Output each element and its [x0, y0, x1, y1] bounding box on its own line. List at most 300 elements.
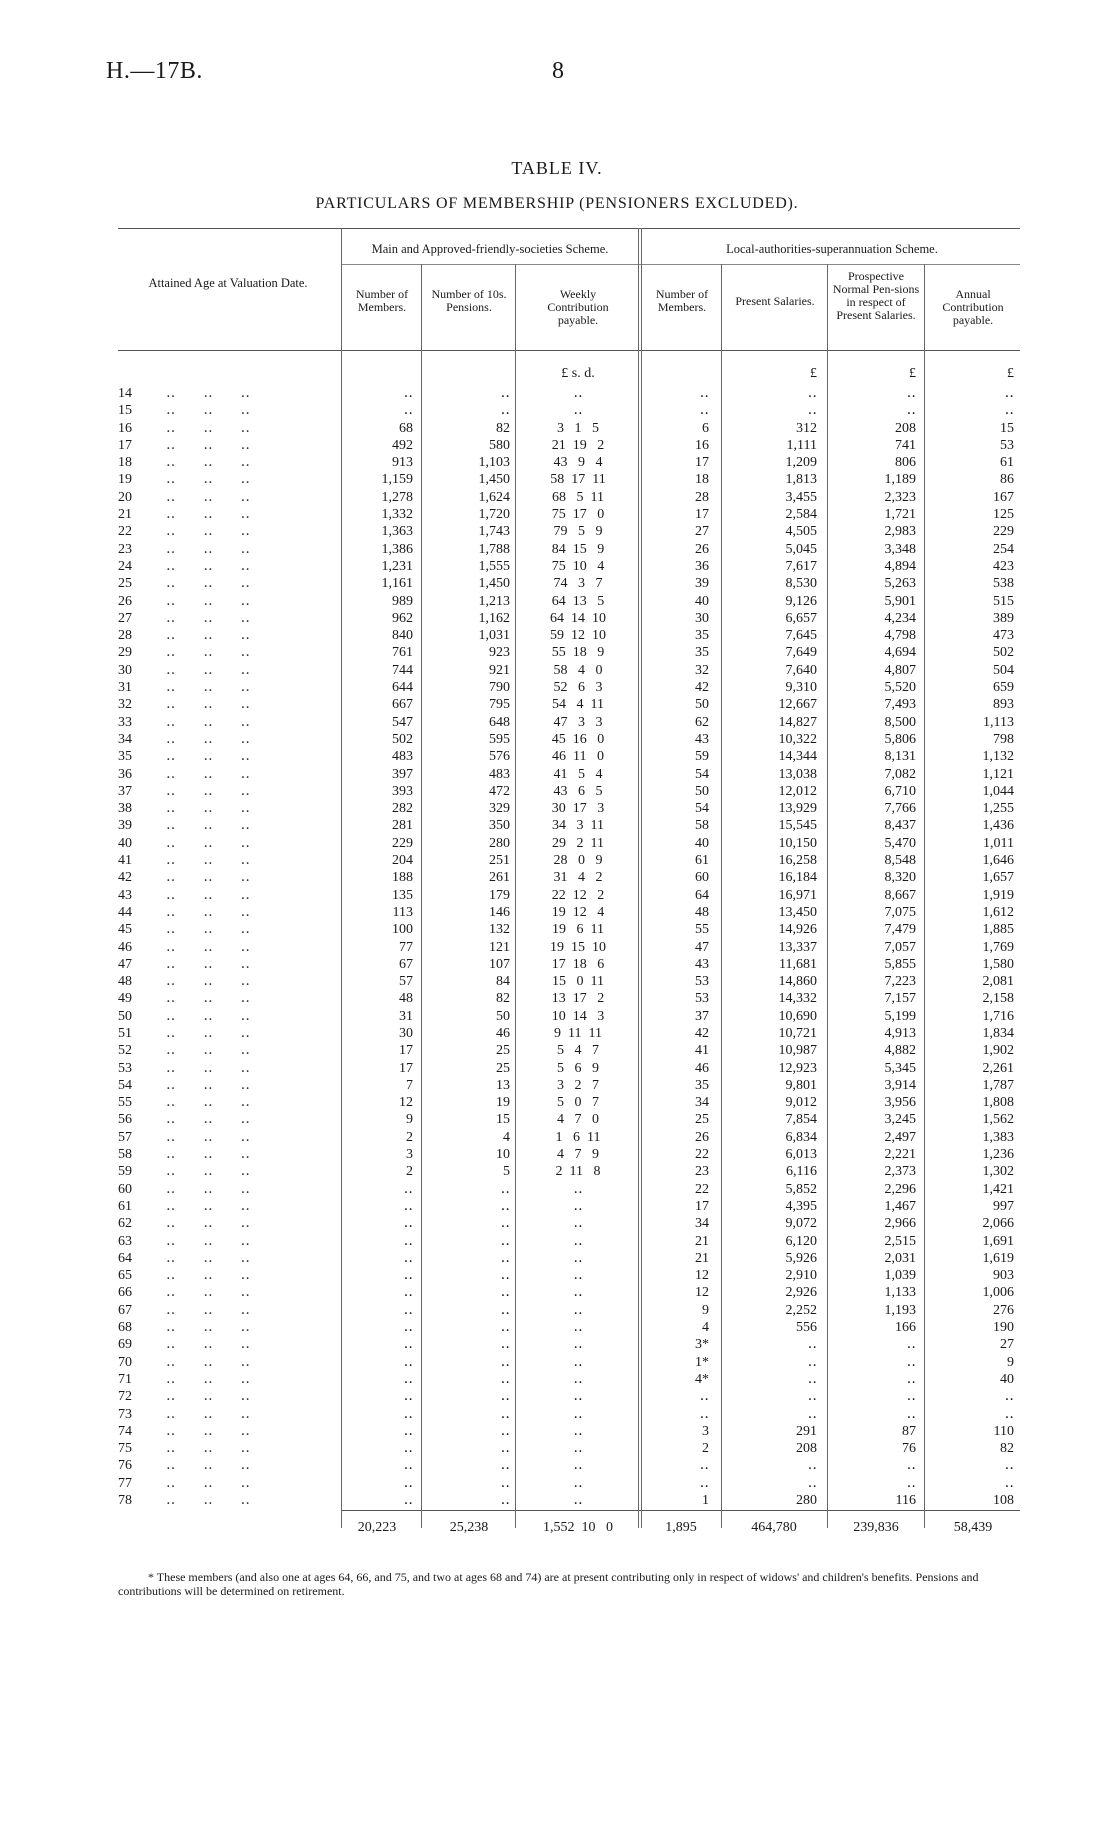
table-row [118, 489, 1020, 506]
prospective-pensions-cell: 5,520 [884, 680, 916, 696]
pensions-cell: ‥ [500, 386, 510, 401]
table-row [118, 1284, 1020, 1301]
prospective-pensions-cell: 5,263 [884, 576, 916, 592]
weekly-contribution-cell: 68 5 11 [552, 489, 604, 505]
table-row [118, 939, 1020, 956]
present-salaries-cell: 312 [796, 420, 817, 436]
pensions-cell: 179 [489, 887, 510, 903]
leader-dots: ‥ ‥ ‥ [166, 593, 252, 609]
table-row [118, 921, 1020, 938]
age-cell: 68 [118, 1320, 132, 1336]
pensions-cell: 132 [489, 922, 510, 938]
members-cell: 644 [392, 680, 413, 696]
local-members-cell: 26 [695, 1129, 709, 1145]
members-cell: ‥ [403, 1423, 413, 1439]
members-cell: 962 [392, 610, 413, 626]
prospective-pensions-cell: 208 [895, 420, 916, 436]
table-row [118, 1163, 1020, 1180]
weekly-contribution-cell: 55 18 9 [551, 645, 605, 661]
document-reference: H.—17B. [106, 58, 203, 84]
local-members-cell: 40 [695, 593, 709, 609]
local-members-cell: 42 [695, 1025, 709, 1041]
weekly-contribution-cell: 28 0 9 [553, 853, 603, 869]
leader-dots: ‥ ‥ ‥ [166, 801, 252, 817]
weekly-contribution-cell: ‥ [573, 1302, 583, 1318]
age-cell: 20 [118, 489, 132, 505]
annual-contribution-cell: 1,044 [982, 783, 1014, 799]
members-cell: 229 [392, 835, 413, 851]
pensions-cell: 648 [489, 714, 510, 730]
prospective-pensions-cell: ‥ [906, 1475, 916, 1491]
leader-dots: ‥ ‥ ‥ [166, 628, 252, 644]
prospective-pensions-cell: 2,373 [884, 1164, 916, 1180]
pensions-cell: 46 [496, 1025, 510, 1041]
table-subtitle: PARTICULARS OF MEMBERSHIP (PENSIONERS EXCLUDED). [315, 195, 799, 212]
pensions-cell: 82 [496, 991, 510, 1007]
members-cell: ‥ [403, 1371, 413, 1387]
weekly-contribution-cell: ‥ [573, 1423, 583, 1439]
prospective-pensions-cell: 8,131 [884, 749, 916, 765]
pensions-cell: 1,788 [478, 541, 510, 557]
leader-dots: ‥ ‥ ‥ [166, 489, 252, 505]
table-row [118, 1302, 1020, 1319]
leader-dots: ‥ ‥ ‥ [166, 887, 252, 903]
present-salaries-cell: 13,450 [778, 904, 817, 920]
total-members: 20,223 [357, 1520, 397, 1535]
prospective-pensions-cell: ‥ [906, 386, 916, 401]
local-members-cell: 58 [695, 818, 709, 834]
annual-contribution-cell: 1,436 [982, 818, 1014, 834]
present-salaries-cell: 6,834 [785, 1129, 817, 1145]
table-row [118, 1215, 1020, 1232]
prospective-pensions-cell: 1,189 [884, 472, 916, 488]
table-row [118, 1181, 1020, 1198]
local-members-cell: 23 [695, 1164, 709, 1180]
pensions-cell: 1,103 [478, 455, 510, 471]
present-salaries-cell: 16,971 [778, 887, 817, 903]
present-salaries-cell: 14,332 [778, 991, 817, 1007]
table-row [118, 1423, 1020, 1440]
weekly-contribution-cell: 58 17 11 [550, 472, 606, 488]
present-salaries-cell: 10,690 [778, 1008, 817, 1024]
pensions-cell: 580 [489, 437, 510, 453]
local-members-cell: 64 [695, 887, 709, 903]
annual-contribution-cell: 1,808 [982, 1095, 1014, 1111]
weekly-contribution-cell: ‥ [573, 1268, 583, 1284]
weekly-contribution-cell: 5 0 7 [557, 1095, 599, 1111]
pensions-cell: 25 [496, 1043, 510, 1059]
table-row [118, 471, 1020, 488]
leader-dots: ‥ ‥ ‥ [166, 956, 252, 972]
pensions-cell: 1,743 [478, 524, 510, 540]
local-members-cell: 18 [695, 472, 709, 488]
members-cell: 7 [406, 1077, 413, 1093]
prospective-pensions-cell: 76 [902, 1441, 916, 1457]
members-cell: 2 [406, 1164, 413, 1180]
table-row [118, 904, 1020, 921]
table-row [118, 1111, 1020, 1128]
local-members-cell: 17 [695, 1198, 709, 1214]
weekly-contribution-cell: ‥ [573, 1441, 583, 1457]
present-salaries-cell: 1,111 [786, 437, 817, 453]
annual-contribution-cell: 1,919 [982, 887, 1014, 903]
annual-contribution-cell: 659 [993, 680, 1014, 696]
weekly-contribution-cell: 34 3 11 [552, 818, 604, 834]
leader-dots: ‥ ‥ ‥ [166, 731, 252, 747]
table-row [118, 593, 1020, 610]
local-members-cell: ‥ [699, 1406, 709, 1422]
annual-contribution-cell: 473 [993, 628, 1014, 644]
age-cell: 47 [118, 956, 132, 972]
leader-dots: ‥ ‥ ‥ [166, 386, 252, 401]
leader-dots: ‥ ‥ ‥ [166, 1268, 252, 1284]
weekly-contribution-cell: 19 15 10 [550, 939, 606, 955]
pensions-cell: 84 [496, 974, 510, 990]
table-row [118, 1354, 1020, 1371]
leader-dots: ‥ ‥ ‥ [166, 1060, 252, 1076]
table-row [118, 990, 1020, 1007]
weekly-contribution-cell: 5 6 9 [557, 1060, 599, 1076]
present-salaries-cell: 16,258 [778, 853, 817, 869]
annual-contribution-cell: 502 [993, 645, 1014, 661]
age-cell: 74 [118, 1423, 132, 1439]
pensions-cell: 1,031 [478, 628, 510, 644]
age-cell: 15 [118, 403, 132, 419]
local-members-cell: 28 [695, 489, 709, 505]
present-salaries-cell: 2,926 [785, 1285, 817, 1301]
leader-dots: ‥ ‥ ‥ [166, 1043, 252, 1059]
weekly-contribution-cell: 43 9 4 [553, 455, 603, 471]
local-members-cell: 53 [695, 974, 709, 990]
table-row [118, 1475, 1020, 1492]
members-cell: 135 [392, 887, 413, 903]
weekly-contribution-cell: 9 11 11 [554, 1025, 602, 1041]
present-salaries-cell: 9,310 [785, 680, 817, 696]
annual-contribution-cell: 798 [993, 731, 1014, 747]
leader-dots: ‥ ‥ ‥ [166, 783, 252, 799]
pensions-cell: ‥ [500, 1354, 510, 1370]
prospective-pensions-cell: 1,133 [884, 1285, 916, 1301]
pensions-cell: 595 [489, 731, 510, 747]
annual-contribution-cell: 1,132 [982, 749, 1014, 765]
annual-contribution-cell: 190 [993, 1320, 1014, 1336]
weekly-contribution-cell: ‥ [573, 1389, 583, 1405]
weekly-contribution-cell: 19 6 11 [552, 922, 604, 938]
leader-dots: ‥ ‥ ‥ [166, 1475, 252, 1491]
weekly-contribution-cell: 31 4 2 [553, 870, 603, 886]
prospective-pensions-cell: 7,057 [884, 939, 916, 955]
annual-contribution-cell: 276 [993, 1302, 1014, 1318]
weekly-contribution-cell: 10 14 3 [551, 1008, 605, 1024]
present-salaries-cell: 1,209 [785, 455, 817, 471]
table-row [118, 541, 1020, 558]
pensions-cell: ‥ [500, 1181, 510, 1197]
annual-contribution-cell: 2,081 [982, 974, 1014, 990]
pensions-cell: ‥ [500, 403, 510, 419]
present-salaries-cell: 291 [796, 1423, 817, 1439]
present-salaries-cell: 13,929 [778, 801, 817, 817]
members-cell: 1,363 [381, 524, 413, 540]
prospective-pensions-cell: 2,983 [884, 524, 916, 540]
table-row [118, 1388, 1020, 1405]
present-salaries-cell: 280 [796, 1493, 817, 1508]
local-members-cell: 47 [695, 939, 709, 955]
members-cell: 761 [392, 645, 413, 661]
pensions-cell: 329 [489, 801, 510, 817]
prospective-pensions-cell: 1,039 [884, 1268, 916, 1284]
annual-contribution-cell: 504 [993, 662, 1014, 678]
prospective-pensions-cell: 8,548 [884, 853, 916, 869]
table-row [118, 1094, 1020, 1111]
leader-dots: ‥ ‥ ‥ [166, 541, 252, 557]
leader-dots: ‥ ‥ ‥ [166, 1458, 252, 1474]
annual-contribution-cell: 1,787 [982, 1077, 1014, 1093]
table-row [118, 869, 1020, 886]
table-row [118, 1129, 1020, 1146]
leader-dots: ‥ ‥ ‥ [166, 645, 252, 661]
prospective-pensions-cell: 5,470 [884, 835, 916, 851]
pensions-cell: 923 [489, 645, 510, 661]
weekly-contribution-cell: 75 10 4 [551, 558, 605, 574]
weekly-contribution-cell: 1 6 11 [555, 1129, 601, 1145]
present-salaries-cell: 2,252 [785, 1302, 817, 1318]
prospective-pensions-cell: 806 [895, 455, 916, 471]
members-cell: ‥ [403, 1389, 413, 1405]
pensions-cell: 576 [489, 749, 510, 765]
table-row [118, 558, 1020, 575]
present-salaries-cell: 2,910 [785, 1268, 817, 1284]
prospective-pensions-cell: 2,031 [884, 1250, 916, 1266]
present-salaries-cell: 16,184 [778, 870, 817, 886]
prospective-pensions-cell: 5,345 [884, 1060, 916, 1076]
present-salaries-cell: 556 [796, 1320, 817, 1336]
prospective-pensions-cell: 741 [895, 437, 916, 453]
pensions-cell: ‥ [500, 1475, 510, 1491]
table-row [118, 852, 1020, 869]
annual-contribution-cell: 515 [993, 593, 1014, 609]
annual-contribution-cell: ‥ [1004, 1475, 1014, 1491]
local-members-cell: 35 [695, 645, 709, 661]
present-salaries-cell: 5,045 [785, 541, 817, 557]
table-row [118, 662, 1020, 679]
local-members-cell: 21 [695, 1250, 709, 1266]
annual-contribution-cell: ‥ [1004, 1406, 1014, 1422]
present-salaries-cell: 10,150 [778, 835, 817, 851]
prospective-pensions-cell: 4,807 [884, 662, 916, 678]
local-members-cell: 39 [695, 576, 709, 592]
age-cell: 25 [118, 576, 132, 592]
local-members-cell: 27 [695, 524, 709, 540]
pensions-cell: ‥ [500, 1406, 510, 1422]
local-members-cell: 1 [702, 1493, 709, 1508]
present-salaries-cell: 11,681 [779, 956, 817, 972]
footnote: * These members (and also one at ages 64, 66, and 75, and two at ages 68 and 74) are at present contributing only in respect of widows' and children's benefits. Pensions and contributions will be determined on retirement. [118, 1570, 979, 1598]
prospective-pensions-cell: 4,913 [884, 1025, 916, 1041]
pensions-cell: 483 [489, 766, 510, 782]
pensions-cell: 107 [489, 956, 510, 972]
weekly-contribution-cell: ‥ [573, 1354, 583, 1370]
prospective-pensions-cell: ‥ [906, 403, 916, 419]
group-header-main: Main and Approved-friendly-societies Scheme. [371, 242, 609, 256]
table-row [118, 1267, 1020, 1284]
members-cell: 9 [406, 1112, 413, 1128]
table-row [118, 1146, 1020, 1163]
local-members-cell: 34 [695, 1095, 709, 1111]
age-cell: 73 [118, 1406, 132, 1422]
members-cell: 1,159 [381, 472, 413, 488]
pensions-cell: 795 [489, 697, 510, 713]
leader-dots: ‥ ‥ ‥ [166, 403, 252, 419]
annual-contribution-cell: 1,580 [982, 956, 1014, 972]
table-row [118, 1025, 1020, 1042]
annual-contribution-cell: ‥ [1004, 386, 1014, 401]
local-members-cell: 55 [695, 922, 709, 938]
total-weekly-contribution: 1,552 10 0 [543, 1520, 613, 1535]
age-cell: 59 [118, 1164, 132, 1180]
weekly-contribution-cell: 64 13 5 [551, 593, 605, 609]
prospective-pensions-cell: 5,199 [884, 1008, 916, 1024]
table-body [118, 385, 1020, 1509]
annual-contribution-cell: 61 [1000, 455, 1014, 471]
present-salaries-cell: 12,923 [778, 1060, 817, 1076]
members-cell: 989 [392, 593, 413, 609]
local-members-cell: 46 [695, 1060, 709, 1076]
local-members-cell: ‥ [699, 1475, 709, 1491]
age-cell: 76 [118, 1458, 132, 1474]
pensions-cell: 25 [496, 1060, 510, 1076]
prospective-pensions-cell: 4,234 [884, 610, 916, 626]
table-row [118, 1250, 1020, 1267]
local-members-cell: 32 [695, 662, 709, 678]
local-members-cell: 34 [695, 1216, 709, 1232]
leader-dots: ‥ ‥ ‥ [166, 766, 252, 782]
weekly-contribution-cell: ‥ [573, 1233, 583, 1249]
pensions-cell: ‥ [500, 1216, 510, 1232]
annual-contribution-cell: 1,657 [982, 870, 1014, 886]
present-salaries-cell: 7,645 [785, 628, 817, 644]
present-salaries-cell: 7,854 [785, 1112, 817, 1128]
leader-dots: ‥ ‥ ‥ [166, 1285, 252, 1301]
members-cell: ‥ [403, 1475, 413, 1491]
present-salaries-cell: 13,337 [778, 939, 817, 955]
leader-dots: ‥ ‥ ‥ [166, 1147, 252, 1163]
age-cell: 61 [118, 1198, 132, 1214]
pensions-cell: ‥ [500, 1285, 510, 1301]
local-members-cell: 12 [695, 1268, 709, 1284]
age-cell: 28 [118, 628, 132, 644]
age-cell: 23 [118, 541, 132, 557]
members-cell: 1,278 [381, 489, 413, 505]
weekly-contribution-cell: 4 7 9 [557, 1147, 599, 1163]
local-members-cell: 1* [695, 1354, 709, 1370]
prospective-pensions-cell: 3,914 [884, 1077, 916, 1093]
table-row [118, 1371, 1020, 1388]
local-members-cell: 2 [702, 1441, 709, 1457]
age-cell: 44 [118, 904, 132, 920]
present-salaries-cell: 15,545 [778, 818, 817, 834]
members-cell: 1,386 [381, 541, 413, 557]
age-cell: 70 [118, 1354, 132, 1370]
table-row [118, 973, 1020, 990]
leader-dots: ‥ ‥ ‥ [166, 558, 252, 574]
age-cell: 45 [118, 922, 132, 938]
members-cell: 31 [399, 1008, 413, 1024]
annual-contribution-cell: ‥ [1004, 1458, 1014, 1474]
unit-pensions: £ [909, 366, 916, 381]
local-members-cell: 62 [695, 714, 709, 730]
leader-dots: ‥ ‥ ‥ [166, 1216, 252, 1232]
weekly-contribution-cell: ‥ [573, 1320, 583, 1336]
present-salaries-cell: 9,126 [785, 593, 817, 609]
prospective-pensions-cell: 5,855 [884, 956, 916, 972]
members-cell: 17 [399, 1060, 413, 1076]
table-row [118, 437, 1020, 454]
table-row [118, 644, 1020, 661]
table-row [118, 817, 1020, 834]
header-bottom-rule [118, 350, 1020, 351]
annual-contribution-cell: 389 [993, 610, 1014, 626]
prospective-pensions-cell: 8,320 [884, 870, 916, 886]
local-members-cell: 60 [695, 870, 709, 886]
local-members-cell: 25 [695, 1112, 709, 1128]
members-cell: 393 [392, 783, 413, 799]
leader-dots: ‥ ‥ ‥ [166, 1423, 252, 1439]
local-members-cell: 37 [695, 1008, 709, 1024]
leader-dots: ‥ ‥ ‥ [166, 749, 252, 765]
age-cell: 72 [118, 1389, 132, 1405]
members-cell: ‥ [403, 1250, 413, 1266]
local-members-cell: 22 [695, 1181, 709, 1197]
members-cell: 547 [392, 714, 413, 730]
present-salaries-cell: ‥ [807, 1389, 817, 1405]
local-members-cell: 40 [695, 835, 709, 851]
present-salaries-cell: 14,860 [778, 974, 817, 990]
members-cell: 188 [392, 870, 413, 886]
present-salaries-cell: 13,038 [778, 766, 817, 782]
present-salaries-cell: ‥ [807, 1406, 817, 1422]
pensions-cell: ‥ [500, 1458, 510, 1474]
age-cell: 53 [118, 1060, 132, 1076]
leader-dots: ‥ ‥ ‥ [166, 437, 252, 453]
local-members-cell: 9 [702, 1302, 709, 1318]
leader-dots: ‥ ‥ ‥ [166, 714, 252, 730]
pensions-cell: 1,450 [478, 576, 510, 592]
pensions-cell: ‥ [500, 1441, 510, 1457]
leader-dots: ‥ ‥ ‥ [166, 922, 252, 938]
prospective-pensions-cell: 2,221 [884, 1147, 916, 1163]
leader-dots: ‥ ‥ ‥ [166, 1008, 252, 1024]
leader-dots: ‥ ‥ ‥ [166, 1250, 252, 1266]
local-members-cell: ‥ [699, 1389, 709, 1405]
table-row [118, 1233, 1020, 1250]
prospective-pensions-cell: 4,694 [884, 645, 916, 661]
weekly-contribution-cell: 59 12 10 [550, 628, 606, 644]
local-members-cell: 42 [695, 680, 709, 696]
members-cell: 68 [399, 420, 413, 436]
table-row [118, 835, 1020, 852]
pensions-cell: 5 [503, 1164, 510, 1180]
leader-dots: ‥ ‥ ‥ [166, 524, 252, 540]
members-cell: 2 [406, 1129, 413, 1145]
pensions-cell: 1,555 [478, 558, 510, 574]
leader-dots: ‥ ‥ ‥ [166, 610, 252, 626]
age-column-header: Attained Age at Valuation Date. [148, 276, 308, 290]
age-cell: 62 [118, 1216, 132, 1232]
members-cell: 77 [399, 939, 413, 955]
prospective-pensions-cell: ‥ [906, 1406, 916, 1422]
local-members-cell: ‥ [699, 1458, 709, 1474]
pensions-cell: ‥ [500, 1250, 510, 1266]
